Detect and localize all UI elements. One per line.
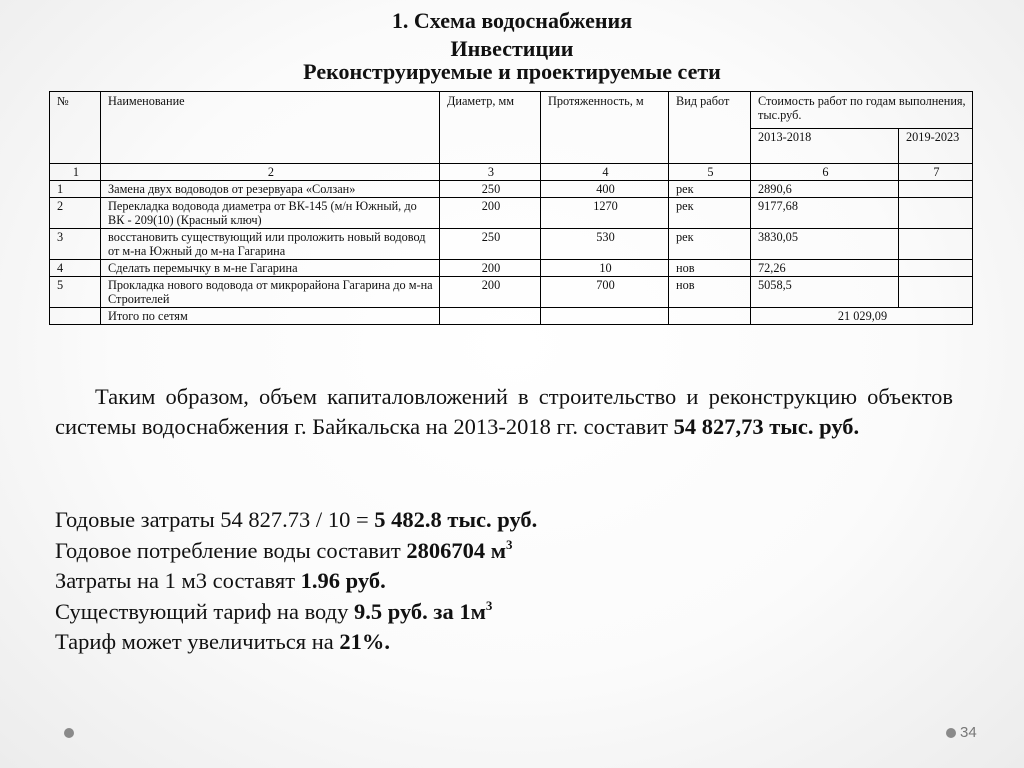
total-empty-cell xyxy=(440,308,541,325)
row-length: 700 xyxy=(541,277,669,308)
tariff-increase-line xyxy=(55,627,955,658)
table-row xyxy=(50,260,973,277)
calculation-block xyxy=(55,505,955,658)
decorative-dot-left xyxy=(64,728,74,738)
row-num: 4 xyxy=(50,260,101,277)
row-diameter: 250 xyxy=(440,229,541,260)
header-diameter: Диаметр, мм xyxy=(440,92,541,164)
row-num: 1 xyxy=(50,181,101,198)
row-worktype: нов xyxy=(669,260,751,277)
table-row xyxy=(50,181,973,198)
cost-per-m3-line xyxy=(55,566,955,597)
row-length: 10 xyxy=(541,260,669,277)
cubic-superscript: 3 xyxy=(485,597,493,613)
table-title: Реконструируемые и проектируемые сети xyxy=(303,59,721,84)
current-tariff-value xyxy=(354,599,492,624)
slide-title: 1. Схема водоснабжения xyxy=(391,8,633,33)
row-worktype: рек xyxy=(669,229,751,260)
row-cost-1: 72,26 xyxy=(751,260,899,277)
column-number: 4 xyxy=(541,164,669,181)
summary-text: Таким образом, объем капиталовложений в строительство и реконструкцию объектов системы водоснабжения г. Байкальска на 2013-2018 гг. составит xyxy=(55,384,953,439)
column-number: 2 xyxy=(101,164,440,181)
total-empty-cell xyxy=(541,308,669,325)
row-cost-1: 5058,5 xyxy=(751,277,899,308)
column-number: 5 xyxy=(669,164,751,181)
header-period-1: 2013-2018 xyxy=(751,129,899,164)
current-tariff-line xyxy=(55,597,955,628)
row-cost-1: 2890,6 xyxy=(751,181,899,198)
row-cost-1: 3830,05 xyxy=(751,229,899,260)
row-length: 400 xyxy=(541,181,669,198)
table-row xyxy=(50,198,973,229)
header-length: Протяженность, м xyxy=(541,92,669,164)
row-cost-2 xyxy=(899,198,973,229)
row-worktype: рек xyxy=(669,198,751,229)
row-worktype: нов xyxy=(669,277,751,308)
summary-amount: 54 827,73 тыс. руб. xyxy=(673,414,860,439)
table-row xyxy=(50,277,973,308)
cost-per-m3-text: Затраты на 1 м3 составят xyxy=(55,568,301,593)
row-diameter: 200 xyxy=(440,277,541,308)
slide-subtitle: Инвестиции xyxy=(450,36,574,61)
water-consumption-number: 2806704 м xyxy=(406,537,507,563)
current-tariff-number: 9.5 руб. за 1м xyxy=(353,598,486,624)
row-name: Замена двух водоводов от резервуара «Солзан» xyxy=(101,181,440,198)
tariff-increase-value: 21%. xyxy=(339,629,390,654)
total-value: 21 029,09 xyxy=(751,308,973,325)
annual-cost-value: 5 482.8 тыс. руб. xyxy=(374,507,538,532)
total-empty-cell xyxy=(669,308,751,325)
summary-paragraph xyxy=(55,382,953,442)
summary-text-block xyxy=(55,382,953,442)
table-total-row xyxy=(50,308,973,325)
row-name: восстановить существующий или проложить новый водовод от м-на Южный до м-на Гагарина xyxy=(101,229,440,260)
column-number: 1 xyxy=(50,164,101,181)
water-consumption-text: Годовое потребление воды составит xyxy=(55,537,407,563)
header-cost: Стоимость работ по годам выполнения, тыс.руб. xyxy=(751,92,973,129)
total-empty-cell xyxy=(50,308,101,325)
tariff-increase-text: Тариф может увеличиться на xyxy=(55,629,340,654)
row-length: 1270 xyxy=(541,198,669,229)
current-tariff-text: Существующий тариф на воду xyxy=(55,598,354,624)
water-consumption-value xyxy=(406,538,512,563)
total-label: Итого по сетям xyxy=(101,308,440,325)
column-number-row xyxy=(50,164,973,181)
row-num: 3 xyxy=(50,229,101,260)
page-number: 34 xyxy=(960,724,977,741)
decorative-dot-right xyxy=(946,728,956,738)
row-cost-1: 9177,68 xyxy=(751,198,899,229)
header-num: № xyxy=(50,92,101,164)
row-diameter: 250 xyxy=(440,181,541,198)
header-period-2: 2019-2023 xyxy=(899,129,973,164)
column-number: 3 xyxy=(440,164,541,181)
investment-table xyxy=(49,91,973,325)
row-length: 530 xyxy=(541,229,669,260)
annual-cost-line xyxy=(55,505,955,536)
water-consumption-line xyxy=(55,536,955,567)
header-name: Наименование xyxy=(101,92,440,164)
row-name: Перекладка водовода диаметра от ВК-145 (м/н Южный, до ВК - 209(10) (Красный ключ) xyxy=(101,198,440,229)
row-cost-2 xyxy=(899,181,973,198)
header-worktype: Вид работ xyxy=(669,92,751,164)
column-number: 6 xyxy=(751,164,899,181)
row-worktype: рек xyxy=(669,181,751,198)
annual-cost-text: Годовые затраты 54 827.73 / 10 = xyxy=(55,507,375,532)
table-header-row xyxy=(50,92,973,129)
row-num: 5 xyxy=(50,277,101,308)
row-num: 2 xyxy=(50,198,101,229)
row-diameter: 200 xyxy=(440,198,541,229)
row-diameter: 200 xyxy=(440,260,541,277)
row-cost-2 xyxy=(899,277,973,308)
column-number: 7 xyxy=(899,164,973,181)
row-cost-2 xyxy=(899,229,973,260)
row-cost-2 xyxy=(899,260,973,277)
cubic-superscript: 3 xyxy=(506,536,513,552)
cost-per-m3-value: 1.96 руб. xyxy=(300,568,386,593)
row-name: Прокладка нового водовода от микрорайона Гагарина до м-на Строителей xyxy=(101,277,440,308)
table-row xyxy=(50,229,973,260)
row-name: Сделать перемычку в м-не Гагарина xyxy=(101,260,440,277)
